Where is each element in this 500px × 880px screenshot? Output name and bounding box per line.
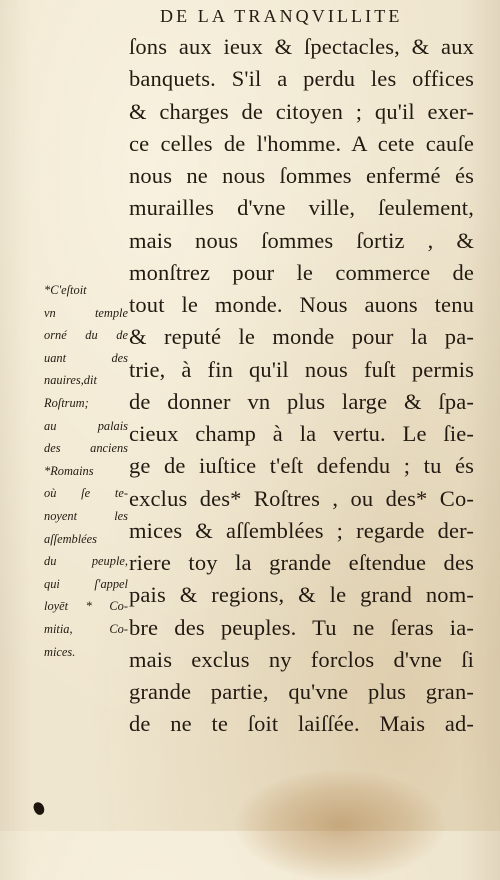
text-line: mais exclus ny forclos d'vne ſi	[129, 646, 474, 672]
margin-note-line: *Romains	[44, 463, 94, 478]
text-line: cieux champ à la vertu. Le ſie-	[129, 421, 474, 446]
text-line: murailles d'vne ville, ſeulement,	[129, 195, 474, 221]
text-line: ge de iuſtice t'eſt defendu ; tu és	[129, 453, 474, 479]
text-line: tout le monde. Nous auons tenu	[129, 292, 474, 317]
text-line: bre des peuples. Tu ne ſeras ia-	[129, 614, 474, 640]
text-line: & reputé le monde pour la pa-	[129, 324, 474, 350]
margin-note-line: noyent les	[44, 508, 128, 523]
main-text-block	[129, 31, 474, 741]
paper-stain	[235, 770, 445, 880]
text-line: ſons aux ieux & ſpectacles, & aux	[129, 34, 474, 59]
ink-blot	[32, 801, 46, 817]
margin-note-line: nauires,dit	[44, 373, 97, 388]
text-line: riere toy la grande eſtendue des	[129, 550, 474, 575]
margin-note-line: orné du de	[44, 328, 128, 343]
margin-note-line: mices.	[44, 644, 76, 659]
margin-note-line: uant des	[44, 350, 128, 365]
text-line: & charges de citoyen ; qu'il exer-	[129, 98, 474, 124]
margin-note-line: au palais	[44, 418, 128, 433]
margin-note	[44, 279, 128, 663]
margin-note-line: mitia, Co-	[44, 621, 128, 636]
text-line: exclus des* Roſtres , ou des* Co-	[129, 485, 474, 511]
text-line: mices & aſſemblées ; regarde der-	[129, 517, 474, 543]
running-head: DE LA TRANQVILLITE	[160, 6, 403, 26]
margin-note-line: des anciens	[44, 441, 128, 456]
text-line: ce celles de l'homme. A cete cauſe	[129, 130, 474, 156]
text-line: trie, à fin qu'il nous fuſt permis	[129, 356, 474, 382]
text-line: nous ne nous ſommes enfermé és	[129, 163, 474, 188]
margin-note-line: *C'eſtoit	[44, 283, 87, 297]
text-line: de donner vn plus large & ſpa-	[129, 388, 474, 414]
margin-note-line: loyēt * Co-	[44, 599, 128, 614]
margin-note-line: aſſemblées	[44, 531, 97, 546]
margin-note-line: du peuple,	[44, 554, 128, 569]
text-line: grande partie, qu'vne plus gran-	[129, 679, 474, 704]
margin-note-line: où ſe te-	[44, 486, 128, 501]
text-line: de ne te ſoit laiſſée. Mais ad-	[129, 711, 474, 737]
margin-note-line: Roſtrum;	[44, 395, 89, 410]
margin-note-line: vn temple	[44, 305, 128, 320]
margin-note-line: qui ſ'appel	[44, 576, 128, 591]
text-line: monſtrez pour le commerce de	[129, 259, 474, 285]
text-line: pais & regions, & le grand nom-	[129, 582, 474, 608]
text-line: mais nous ſommes ſortiz , &	[129, 227, 474, 253]
text-line: banquets. S'il a perdu les offices	[129, 66, 474, 92]
